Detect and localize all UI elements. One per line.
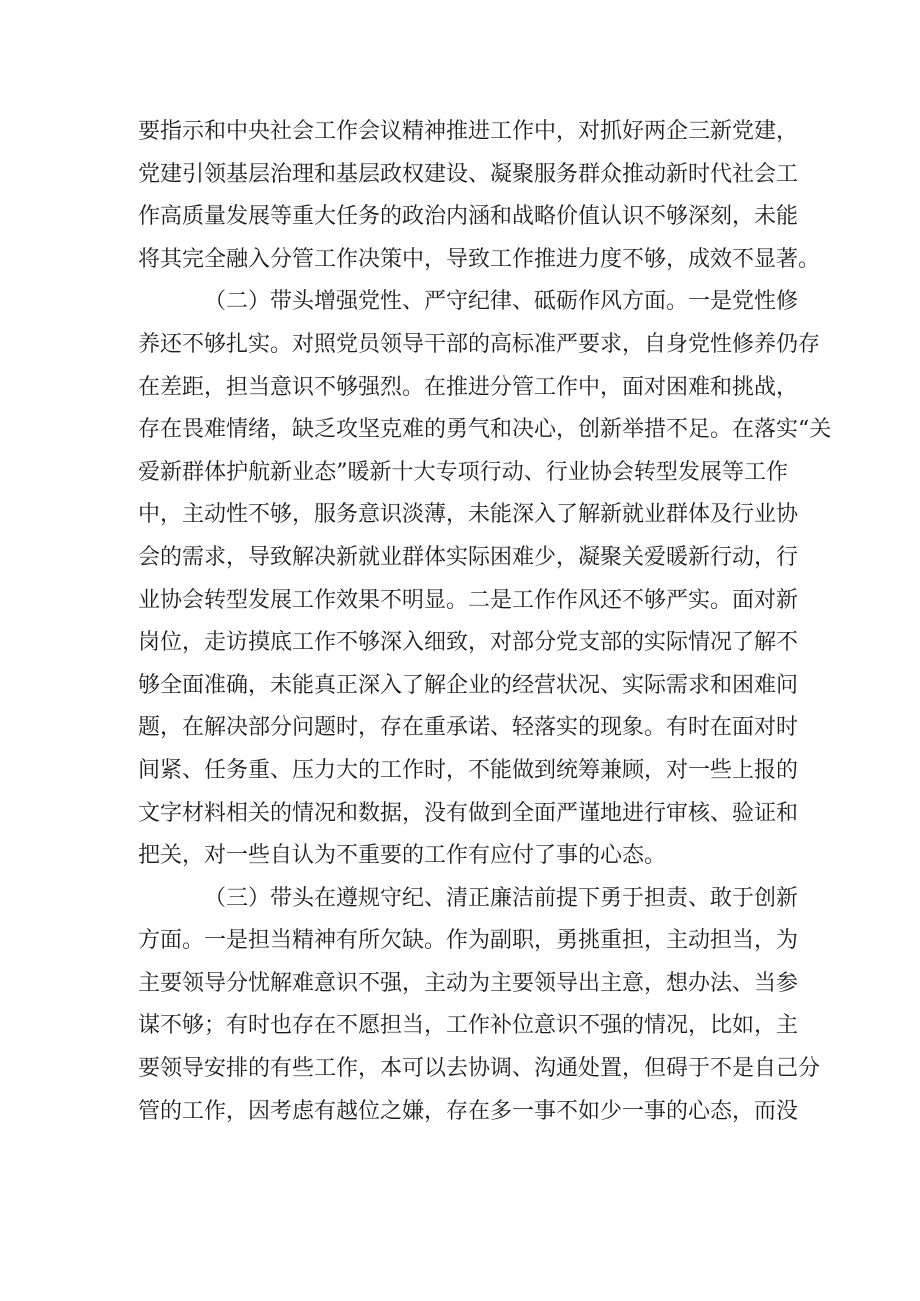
text-line: 中，主动性不够，服务意识淡薄，未能深入了解新就业群体及行业协 <box>138 502 799 528</box>
document-body <box>138 111 832 1133</box>
text-line: 要领导安排的有些工作，本可以去协调、沟通处置，但碍于不是自己分 <box>138 1056 821 1082</box>
text-line: 管的工作，因考虑有越位之嫌，存在多一事不如少一事的心态，而没 <box>138 1098 799 1124</box>
paragraph-first-line: （三）带头在遵规守纪、清正廉洁前提下勇于担责、敢于创新 <box>204 885 799 911</box>
text-line: 谋不够；有时也存在不愿担当，工作补位意识不强的情况，比如，主 <box>138 1013 799 1039</box>
text-line: 够全面准确，未能真正深入了解企业的经营状况、实际需求和困难问 <box>138 672 799 698</box>
text-line: 业协会转型发展工作效果不明显。二是工作作风还不够严实。面对新 <box>138 587 799 613</box>
text-line: 爱新群体护航新业态”暖新十大专项行动、行业协会转型发展等工作 <box>138 459 788 485</box>
text-line: 养还不够扎实。对照党员领导干部的高标准严要求，自身党性修养仍存 <box>138 331 821 357</box>
text-line: 主要领导分忧解难意识不强，主动为主要领导出主意，想办法、当参 <box>138 970 799 996</box>
text-line: 文字材料相关的情况和数据，没有做到全面严谨地进行审核、验证和 <box>138 800 799 826</box>
text-line: 在差距，担当意识不够强烈。在推进分管工作中，面对困难和挑战， <box>138 374 799 400</box>
text-line: 把关，对一些自认为不重要的工作有应付了事的心态。 <box>138 843 667 869</box>
text-line: 会的需求，导致解决新就业群体实际困难少，凝聚关爱暖新行动，行 <box>138 544 799 570</box>
text-line: 作高质量发展等重大任务的政治内涵和战略价值认识不够深刻，未能 <box>138 204 799 230</box>
text-line: 党建引领基层治理和基层政权建设、凝聚服务群众推动新时代社会工 <box>138 161 799 187</box>
text-line: 题，在解决部分问题时，存在重承诺、轻落实的现象。有时在面对时 <box>138 715 799 741</box>
paragraph-first-line: （二）带头增强党性、严守纪律、砥砺作风方面。一是党性修 <box>204 289 799 315</box>
text-line: 要指示和中央社会工作会议精神推进工作中，对抓好两企三新党建， <box>138 119 799 144</box>
text-line: 方面。一是担当精神有所欠缺。作为副职，勇挑重担，主动担当，为 <box>138 928 799 954</box>
text-line: 间紧、任务重、压力大的工作时，不能做到统筹兼顾，对一些上报的 <box>138 757 799 783</box>
text-line: 将其完全融入分管工作决策中，导致工作推进力度不够，成效不显著。 <box>138 246 821 272</box>
text-line: 岗位，走访摸底工作不够深入细致，对部分党支部的实际情况了解不 <box>138 630 799 656</box>
text-line: 存在畏难情绪，缺乏攻坚克难的勇气和决心，创新举措不足。在落实“关 <box>138 417 832 443</box>
